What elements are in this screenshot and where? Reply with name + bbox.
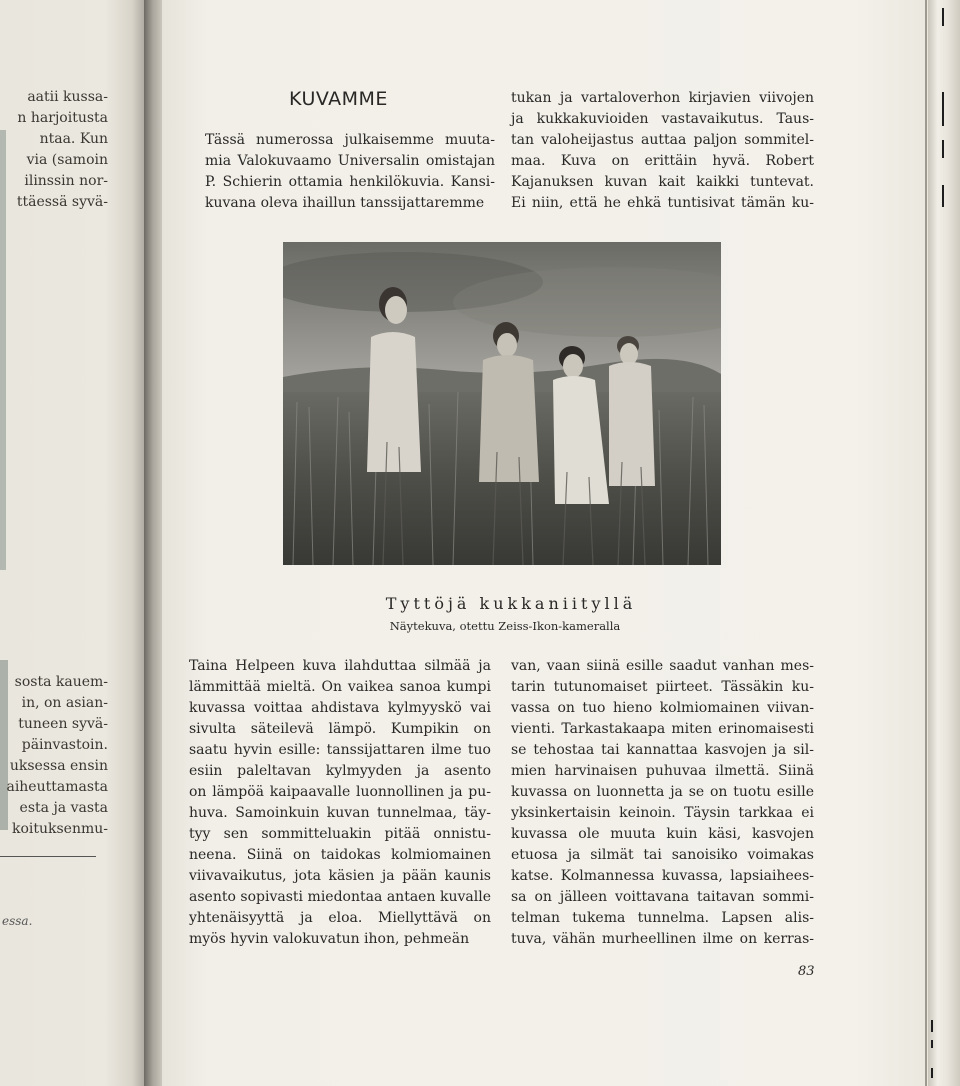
text-line: telman tukema tunnelma. Lapsen alis- (511, 910, 814, 926)
text-line: katse. Kolmannessa kuvassa, lapsiaihees- (511, 868, 814, 884)
left-text-line: ilinssin nor- (24, 173, 108, 189)
text-line: Ei niin, että he ehkä tuntisivat tämän ku- (511, 195, 814, 211)
left-text-line: koituksenmu- (11, 821, 108, 837)
text-line: kuvassa ole muuta kuin käsi, kasvojen (511, 826, 814, 842)
text-line: saatu hyvin esille: tanssijattaren ilme tuo (189, 742, 491, 758)
text-line: on lämpöä kaipaavalle luonnollinen ja pu- (189, 784, 491, 800)
text-line: sivulta säteilevä lämpö. Kumpikin on (189, 721, 491, 737)
edge-mark (942, 92, 944, 126)
article-heading: KUVAMME (289, 88, 388, 110)
text-line: viivavaikutus, jota käsien ja pään kaunis (189, 868, 491, 884)
left-text-line: ntaa. Kun (39, 131, 108, 147)
text-line: vienti. Tarkastakaapa miten erinomaisesti (511, 721, 814, 737)
text-line: huva. Samoinkuin kuvan tunnelmaa, täy- (189, 805, 491, 821)
photo-caption-title: Tyttöjä kukkaniityllä (385, 594, 637, 613)
left-text-line: n harjoitusta (17, 110, 108, 126)
edge-mark (931, 1020, 933, 1032)
text-line: myös hyvin valokuvatun ihon, pehmeän (189, 931, 470, 947)
text-line: kuvana oleva ihaillun tanssijattaremme (205, 195, 485, 211)
column-1-top (205, 130, 495, 214)
text-line: lämmittää mieltä. On vaikea sanoa kumpi (189, 679, 491, 695)
left-text-line: aatii kussa- (27, 89, 108, 105)
left-text-line: aiheuttamasta (6, 779, 108, 795)
page-number: 83 (798, 964, 815, 979)
text-line: neena. Siinä on taidokas kolmiomainen (189, 847, 491, 863)
column-1-bottom (189, 656, 491, 950)
text-line: Kajanuksen kuvan kait kaikki tuntevat. (511, 174, 814, 190)
text-line: yhtenäisyyttä ja eloa. Miellyttävä on (189, 910, 491, 926)
edge-mark (942, 185, 944, 207)
photograph-girls-in-meadow (283, 242, 721, 565)
text-line: mien harvinaisen puhuvaa ilmettä. Siinä (511, 763, 814, 779)
left-facing-page (0, 0, 150, 1086)
left-page-bottom-text (0, 672, 108, 840)
left-text-line: ttäessä syvä- (16, 194, 108, 210)
text-line: tyy sen sommitteluakin pitää onnistu- (189, 826, 491, 842)
text-line: esiin paleltavan kylmyyden ja asento (189, 763, 491, 779)
text-line: kuvassa voittaa ahdistava kylmyyskö vai (189, 700, 491, 716)
text-line: Tässä numerossa julkaisemme muuta- (205, 132, 495, 148)
left-text-line: päinvastoin. (21, 737, 108, 753)
left-page-note: essa. (2, 914, 33, 928)
left-text-line: via (samoin (26, 152, 108, 168)
text-line: tan valoheijastus auttaa paljon sommitel- (511, 132, 814, 148)
edge-mark (931, 1040, 933, 1048)
text-line: etuosa ja silmät tai sanoisiko voimakas (511, 847, 814, 863)
text-line: van, vaan siinä esille saadut vanhan mes- (511, 658, 814, 674)
left-page-top-text (0, 87, 108, 213)
text-line: tuva, vähän murheellinen ilme on kerras- (511, 931, 814, 947)
left-page-rule (0, 856, 96, 857)
text-line: tukan ja vartaloverhon kirjavien viivojen (511, 90, 814, 106)
photo-caption-subtitle: Näytekuva, otettu Zeiss-Ikon-kameralla (389, 619, 621, 633)
page-edge-line (925, 0, 927, 1086)
left-text-line: esta ja vasta (19, 800, 108, 816)
edge-mark (931, 1068, 933, 1078)
text-line: se tehostaa tai kannattaa kasvojen ja sil- (511, 742, 814, 758)
column-2-bottom (511, 656, 814, 950)
text-line: maa. Kuva on erittäin hyvä. Robert (511, 153, 814, 169)
edge-mark (942, 8, 944, 26)
edge-mark (942, 140, 944, 158)
left-text-line: uksessa ensin (9, 758, 108, 774)
text-line: asento sopivasti miedontaa antaen kuvalle (189, 889, 491, 905)
text-line: tarin tutunomaiset piirteet. Tässäkin ku- (511, 679, 814, 695)
text-line: vassa on tuo hieno kolmiomainen viivan- (511, 700, 814, 716)
text-line: sa on jälleen voittavana taitavan sommi- (511, 889, 814, 905)
book-edge (928, 0, 960, 1086)
text-line: ja kukkakuvioiden vastavaikutus. Taus- (511, 111, 814, 127)
column-2-top (511, 88, 814, 214)
text-line: kuvassa on luonnetta ja se on tuotu esille (511, 784, 814, 800)
text-line: Taina Helpeen kuva ilahduttaa silmää ja (189, 658, 491, 674)
photo-illustration (283, 242, 721, 565)
text-line: mia Valokuvaamo Universalin omistajan (205, 153, 495, 169)
left-text-line: in, on asian- (21, 695, 108, 711)
left-text-line: tuneen syvä- (18, 716, 108, 732)
text-line: yksinkertaisin keinoin. Täysin tarkkaa ei (511, 805, 814, 821)
left-text-line: sosta kauem- (14, 674, 108, 690)
text-line: P. Schierin ottamia henkilökuvia. Kansi- (205, 174, 495, 190)
